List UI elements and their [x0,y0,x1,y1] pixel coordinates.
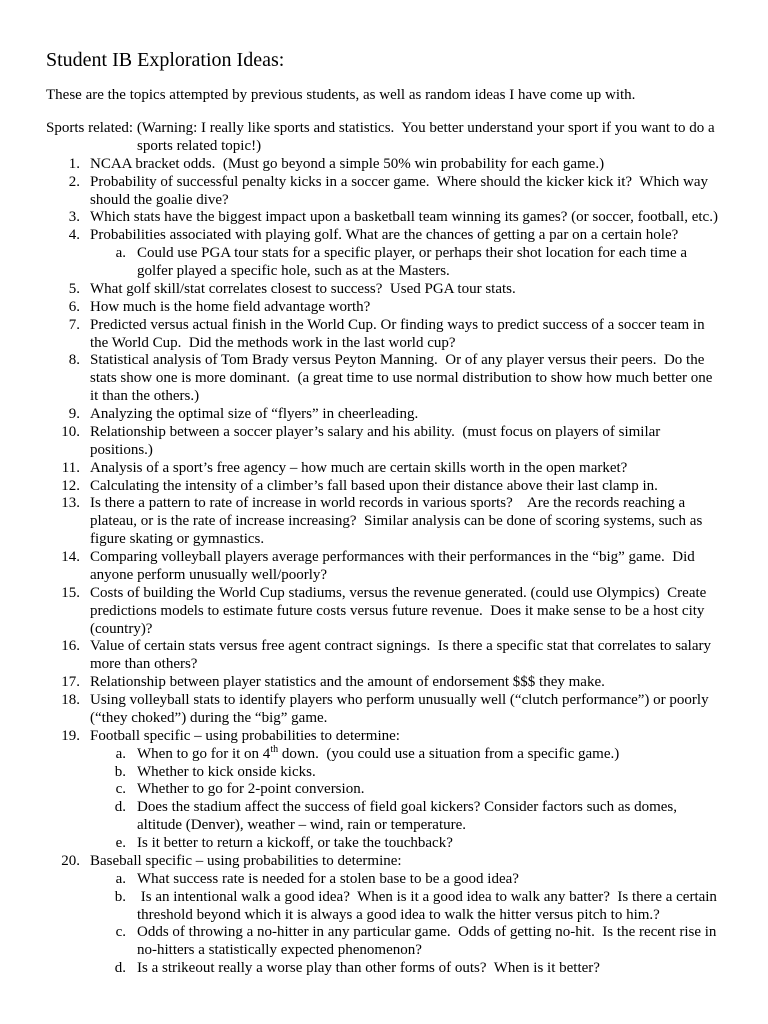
list-item-text: Using volleyball stats to identify players who perform unusually well (“clutch performance”) or poorly (“they choked”) during the “big” game. [90,692,709,726]
list-item-16 [46,638,746,674]
sub-list-item-4a [90,245,746,281]
sub-list-item-text: Whether to kick onside kicks. [137,763,316,780]
list-marker: 6. [68,298,80,315]
sub-list-marker: d. [114,799,126,816]
list-marker: 11. [61,459,80,476]
sub-list-item-19d [90,799,746,835]
list-item-15 [46,585,746,639]
list-marker: 8. [68,352,80,369]
list-item-text: What golf skill/stat correlates closest to success? Used PGA tour stats. [90,280,516,297]
list-marker: 5. [68,280,80,297]
sub-list-item-19b [90,764,746,782]
list-marker: 19. [61,727,80,744]
sub-list-item-text [137,743,620,764]
sub-list-item-text: Whether to go for 2-point conversion. [137,781,365,798]
list-item-text: Costs of building the World Cup stadiums, versus the revenue generated. (could use Olympics) Create predictions models to estimate future costs versus future revenue. Does it make sense to be a host city (country)? [90,584,707,637]
sub-list-item-text: Could use PGA tour stats for a specific player, or perhaps their shot location for each time a golfer played a specific hole, such as at the Masters. [137,245,688,279]
list-item-20 [46,853,746,871]
list-item-text: Analysis of a sport’s free agency – how much are certain skills worth in the open market? [90,459,628,476]
list-item-text: Statistical analysis of Tom Brady versus Peyton Manning. Or of any player versus their peers. Do the stats show one is more dominant. (a great time to use normal distribution to show how much better one it than the others.) [90,352,713,405]
sub-list-item-text: What success rate is needed for a stolen base to be a good idea? [137,870,519,887]
list-item-4 [46,227,746,245]
sub-list-item-20b [90,889,746,925]
list-item-7 [46,317,746,353]
sub-list-marker: c. [115,924,126,941]
list-item-11 [46,460,746,478]
sub-list-item-text: Odds of throwing a no-hitter in any particular game. Odds of getting no-hit. Is the recent rise in no-hitters a statistically expected phenomenon? [137,924,717,959]
sports-section [46,120,746,978]
list-item-text: Probability of successful penalty kicks in a soccer game. Where should the kicker kick it? Which way should the goalie dive? [90,173,709,208]
list-item-text: Probabilities associated with playing golf. What are the chances of getting a par on a certain hole? [90,227,679,244]
list-item-text: Value of certain stats versus free agent contract signings. Is there a specific stat that correlates to salary more than others? [90,638,712,673]
list-item-10 [46,424,746,460]
list-item-text: How much is the home field advantage worth? [90,298,371,315]
list-item-13 [46,495,746,549]
sub-list-marker: e. [115,835,126,851]
list-item-8 [46,352,746,406]
list-item-text: Relationship between a soccer player’s salary and his ability. (must focus on players of similar positions.) [90,423,661,458]
sub-list-item-text-end: down. (you could use a situation from a specific game.) [278,745,620,762]
list-marker: 17. [61,674,80,691]
list-item-1 [46,156,746,174]
list-marker: 1. [68,155,80,172]
sub-list-marker: b. [114,888,126,905]
list-item-2 [46,174,746,210]
sub-list-item-text: Is an intentional walk a good idea? When is it a good idea to walk any batter? Is there a certain threshold beyond which it is always a good idea to walk the hitter versus pitch to him.? [137,888,717,923]
sub-list-marker: c. [115,781,126,798]
list-marker: 16. [61,638,80,655]
sub-list-marker: d. [114,960,126,977]
sub-list-marker: b. [114,763,126,780]
sub-list-item-20c [90,924,746,960]
list-marker: 3. [68,209,80,226]
sub-list-item-20d [90,960,746,978]
list-item-text: Calculating the intensity of a climber’s fall based upon their distance above their last clamp in. [90,477,658,494]
list-item-text: Which stats have the biggest impact upon a basketball team winning its games? (or soccer, football, etc.) [90,209,718,226]
list-marker: 7. [68,316,80,333]
list-marker: 20. [61,852,80,869]
sub-list-item-19e [90,835,746,853]
list-marker: 12. [61,477,80,494]
list-item-17 [46,674,746,692]
list-item-14 [46,549,746,585]
list-item-5 [46,281,746,299]
list-item-18 [46,692,746,728]
sub-list-item-text-start: When to go for it on 4 [137,745,271,762]
sub-list-marker: a. [115,870,126,887]
list-item-19 [46,728,746,746]
list-item-text: Relationship between player statistics and the amount of endorsement $$$ they make. [90,674,605,691]
list-item-9 [46,406,746,424]
list-marker: 9. [68,406,80,422]
list-item-text: Baseball specific – using probabilities to determine: [90,852,402,869]
list-item-text: Comparing volleyball players average performances with their performances in the “big” game. Did anyone perform unusually well/poorly? [90,549,695,583]
list-item-12 [46,478,746,496]
list-marker: 15. [61,584,80,601]
list-item-3 [46,209,746,227]
document-title: Student IB Exploration Ideas: [46,49,285,71]
list-marker: 2. [68,173,80,190]
list-item-6 [46,299,746,317]
sub-list-marker: a. [115,745,126,762]
list-item-text: Football specific – using probabilities to determine: [90,727,400,744]
sub-list-item-19a [90,743,746,764]
list-item-text: Is there a pattern to rate of increase in world records in various sports? Are the records reaching a plateau, or is the rate of increase increasing? Similar analysis can be done of scoring systems, such as figure skating or gymnastics. [90,495,703,548]
sub-list-item-19c [90,781,746,799]
sub-list-item-text: Does the stadium affect the success of field goal kickers? Consider factors such as domes, altitude (Denver), weather – wind, rain or temperature. [137,799,677,834]
list-item-text: Analyzing the optimal size of “flyers” in cheerleading. [90,406,419,422]
sports-section-intro: Sports related: (Warning: I really like sports and statistics. You better understand your sport if you want to do a sports related topic!) [46,120,715,154]
list-marker: 18. [61,692,80,708]
sub-list-item-20a [90,871,746,889]
list-marker: 13. [61,495,80,512]
list-item-text: Predicted versus actual finish in the World Cup. Or finding ways to predict success of a soccer team in the World Cup. Did the methods work in the last world cup? [90,316,705,351]
sub-list-item-text: Is it better to return a kickoff, or take the touchback? [137,835,453,851]
list-marker: 10. [61,423,80,440]
list-marker: 14. [61,549,80,565]
sub-list-marker: a. [115,245,126,262]
sub-list-item-text: Is a strikeout really a worse play than other forms of outs? When is it better? [137,960,600,977]
list-item-text: NCAA bracket odds. (Must go beyond a simple 50% win probability for each game.) [90,155,605,172]
ordinal-superscript: th [270,743,279,755]
intro-paragraph: These are the topics attempted by previous students, as well as random ideas I have come up with. [46,87,636,103]
list-marker: 4. [68,227,80,244]
